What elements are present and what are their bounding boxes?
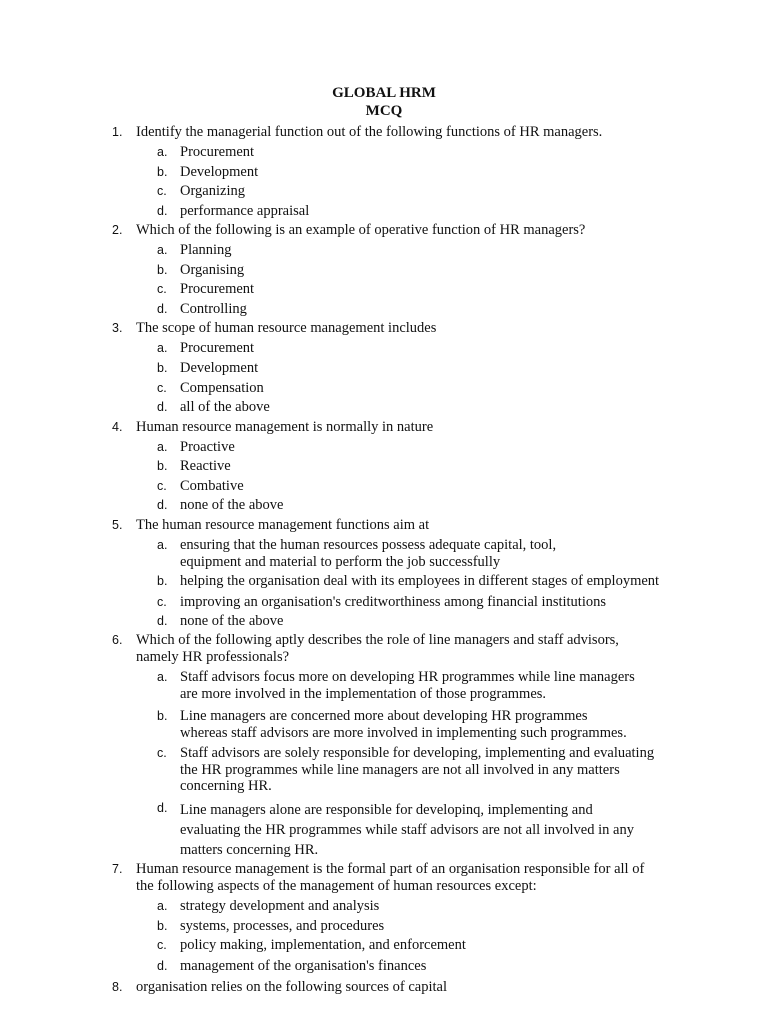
option-text: Organising bbox=[180, 262, 245, 278]
question-text: Which of the following aptly describes the role of line managers and staff advisors, namely HR professionals? bbox=[136, 632, 619, 665]
option-letter: c. bbox=[157, 381, 167, 395]
option-letter: a. bbox=[157, 538, 168, 552]
question-number: 8. bbox=[112, 980, 123, 994]
option-letter: c. bbox=[157, 938, 167, 952]
question-number: 3. bbox=[112, 321, 123, 335]
option-letter: c. bbox=[157, 282, 167, 296]
option-letter: a. bbox=[157, 145, 168, 159]
option-letter: d. bbox=[157, 959, 168, 973]
option-letter: c. bbox=[157, 184, 167, 198]
option-letter: b. bbox=[157, 165, 168, 179]
option-text: Compensation bbox=[180, 380, 264, 396]
option-letter: c. bbox=[157, 479, 167, 493]
document-subtitle: MCQ bbox=[365, 103, 403, 119]
option-text: Procurement bbox=[180, 144, 255, 160]
option-text: strategy development and analysis bbox=[180, 898, 380, 914]
option-text: Development bbox=[180, 164, 259, 180]
question-text: Which of the following is an example of operative function of HR managers? bbox=[136, 222, 586, 238]
option-text: Proactive bbox=[180, 439, 235, 455]
option-letter: d. bbox=[157, 614, 168, 628]
option-letter: c. bbox=[157, 595, 167, 609]
question-number: 2. bbox=[112, 223, 123, 237]
option-letter: d. bbox=[157, 302, 168, 316]
question-number: 1. bbox=[112, 125, 123, 139]
question-number: 5. bbox=[112, 518, 123, 532]
option-letter: b. bbox=[157, 361, 168, 375]
question-text: Human resource management is normally in nature bbox=[136, 419, 434, 435]
option-text: none of the above bbox=[180, 497, 284, 513]
question-text: The human resource management functions aim at bbox=[136, 517, 430, 533]
question-text: Human resource management is the formal part of an organisation responsible for all of the following aspects of the management of human resources except: bbox=[136, 861, 645, 894]
question-number: 4. bbox=[112, 420, 123, 434]
option-text: Staff advisors focus more on developing HR programmes while line managers are more involved in the implementation of those programmes. bbox=[180, 669, 635, 702]
option-text: Development bbox=[180, 360, 259, 376]
option-text: ensuring that the human resources possess adequate capital, tool, equipment and material to perform the job successfully bbox=[180, 537, 557, 570]
option-text: Procurement bbox=[180, 281, 255, 297]
option-letter: b. bbox=[157, 263, 168, 277]
question-text: organisation relies on the following sources of capital bbox=[136, 979, 447, 995]
option-letter: a. bbox=[157, 440, 168, 454]
option-text: Line managers are concerned more about developing HR programmes whereas staff advisors are more involved in implementing such programmes. bbox=[180, 708, 627, 741]
option-letter: a. bbox=[157, 670, 168, 684]
document-title: GLOBAL HRM bbox=[332, 85, 436, 101]
option-letter: a. bbox=[157, 243, 168, 257]
option-letter: d. bbox=[157, 498, 168, 512]
option-text: Combative bbox=[180, 478, 244, 494]
option-text: helping the organisation deal with its employees in different stages of employment bbox=[180, 573, 660, 589]
option-letter: d. bbox=[157, 204, 168, 218]
option-text: all of the above bbox=[180, 399, 270, 415]
option-text: management of the organisation's finances bbox=[180, 958, 427, 974]
option-text: policy making, implementation, and enforcement bbox=[180, 937, 466, 953]
option-letter: c. bbox=[157, 746, 167, 760]
option-letter: b. bbox=[157, 459, 168, 473]
option-text: Line managers alone are responsible for developinq, implementing and evaluating the HR programmes while staff advisors are not all involved in any matters concerning HR. bbox=[180, 802, 634, 858]
option-text: Staff advisors are solely responsible for developing, implementing and evaluating the HR programmes while line managers are not all involved in any matters concerning HR. bbox=[180, 745, 655, 794]
option-letter: a. bbox=[157, 341, 168, 355]
option-text: Controlling bbox=[180, 301, 247, 317]
option-letter: b. bbox=[157, 709, 168, 723]
option-letter: d. bbox=[157, 801, 168, 815]
option-letter: b. bbox=[157, 574, 168, 588]
option-text: none of the above bbox=[180, 613, 284, 629]
option-text: systems, processes, and procedures bbox=[180, 918, 385, 934]
question-number: 6. bbox=[112, 633, 123, 647]
question-text: Identify the managerial function out of the following functions of HR managers. bbox=[136, 124, 603, 140]
question-number: 7. bbox=[112, 862, 123, 876]
option-text: Planning bbox=[180, 242, 232, 258]
option-text: Organizing bbox=[180, 183, 245, 199]
option-letter: d. bbox=[157, 400, 168, 414]
option-text: improving an organisation's creditworthiness among financial institutions bbox=[180, 594, 607, 610]
option-text: Reactive bbox=[180, 458, 231, 474]
option-letter: b. bbox=[157, 919, 168, 933]
option-letter: a. bbox=[157, 899, 168, 913]
option-text: performance appraisal bbox=[180, 203, 310, 219]
option-text: Procurement bbox=[180, 340, 255, 356]
question-text: The scope of human resource management includes bbox=[136, 320, 437, 336]
